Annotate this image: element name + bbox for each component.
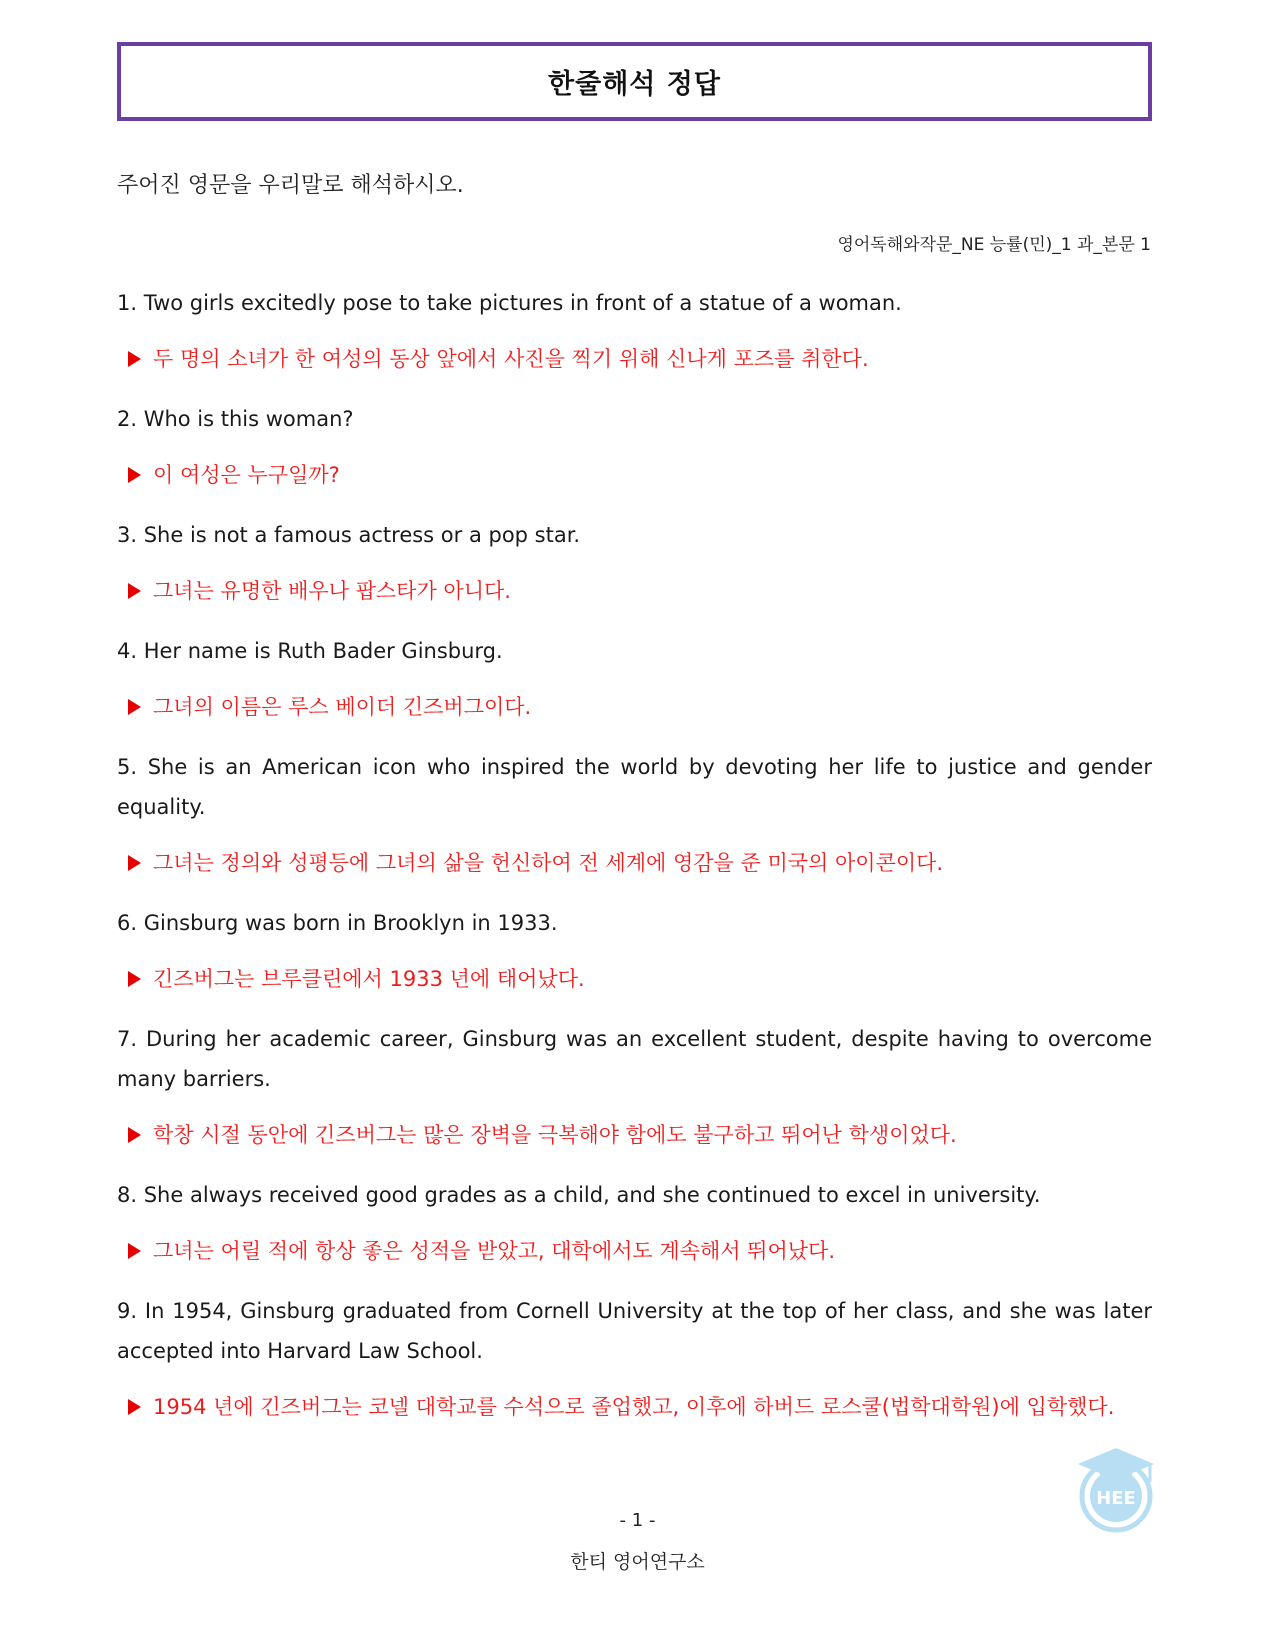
answer-1-text: 두 명의 소녀가 한 여성의 동상 앞에서 사진을 찍기 위해 신나게 포즈를 취한다. — [153, 347, 869, 371]
question-5-english: 5. She is an American icon who inspired the world by devoting her life to justice and gender equality. — [117, 755, 1152, 819]
answer-8-korean — [117, 1231, 1152, 1271]
question-7-english: 7. During her academic career, Ginsburg was an excellent student, despite having to overcome many barriers. — [117, 1027, 1152, 1091]
answer-4-korean — [117, 687, 1152, 727]
question-1-english: 1. Two girls excitedly pose to take pictures in front of a statue of a woman. — [117, 291, 902, 315]
answer-8-text: 그녀는 어릴 적에 항상 좋은 성적을 받았고, 대학에서도 계속해서 뛰어났다. — [153, 1239, 836, 1263]
answer-5-korean — [117, 843, 1152, 883]
answer-6-korean — [117, 959, 1152, 999]
question-9-english: 9. In 1954, Ginsburg graduated from Cornell University at the top of her class, and she was later accepted into Harvard Law School. — [117, 1299, 1152, 1363]
answer-5-text: 그녀는 정의와 성평등에 그녀의 삶을 헌신하여 전 세계에 영감을 준 미국의 아이콘이다. — [153, 851, 944, 875]
answer-2-text: 이 여성은 누구일까? — [153, 463, 340, 487]
answer-1-korean — [117, 339, 1152, 379]
page-number: - 1 - — [619, 1510, 656, 1531]
page-title: 한줄해석 정답 — [548, 69, 721, 100]
answer-2-korean — [117, 455, 1152, 495]
question-6-english: 6. Ginsburg was born in Brooklyn in 1933. — [117, 911, 558, 935]
answer-9-text: 1954 년에 긴즈버그는 코넬 대학교를 수석으로 졸업했고, 이후에 하버드 로스쿨(법학대학원)에 입학했다. — [153, 1395, 1115, 1419]
arrow-right-icon — [128, 467, 141, 483]
question-3-english: 3. She is not a famous actress or a pop star. — [117, 523, 581, 547]
answer-3-korean — [117, 571, 1152, 611]
arrow-right-icon — [128, 1243, 141, 1259]
question-2-english: 2. Who is this woman? — [117, 407, 354, 431]
footer-organization: 한티 영어연구소 — [570, 1551, 705, 1573]
logo-text: HEE — [1096, 1488, 1136, 1509]
question-list — [117, 283, 1152, 1447]
question-8-english: 8. She always received good grades as a child, and she continued to excel in university. — [117, 1183, 1041, 1207]
arrow-right-icon — [128, 351, 141, 367]
arrow-right-icon — [128, 583, 141, 599]
source-label: 영어독해와작문_NE 능률(민)_1 과_본문 1 — [837, 235, 1151, 255]
answer-4-text: 그녀의 이름은 루스 베이더 긴즈버그이다. — [153, 695, 532, 719]
arrow-right-icon — [128, 699, 141, 715]
answer-6-text: 긴즈버그는 브루클린에서 1933 년에 태어났다. — [153, 967, 585, 991]
arrow-right-icon — [128, 1127, 141, 1143]
answer-7-korean — [117, 1115, 1152, 1155]
arrow-right-icon — [128, 855, 141, 871]
arrow-right-icon — [128, 971, 141, 987]
answer-3-text: 그녀는 유명한 배우나 팝스타가 아니다. — [153, 579, 511, 603]
title-box — [117, 42, 1152, 121]
question-4-english: 4. Her name is Ruth Bader Ginsburg. — [117, 639, 503, 663]
answer-7-text: 학창 시절 동안에 긴즈버그는 많은 장벽을 극복해야 함에도 불구하고 뛰어난 학생이었다. — [153, 1123, 957, 1147]
instruction-text: 주어진 영문을 우리말로 해석하시오. — [117, 173, 464, 198]
answer-9-korean — [117, 1387, 1152, 1427]
arrow-right-icon — [128, 1399, 141, 1415]
